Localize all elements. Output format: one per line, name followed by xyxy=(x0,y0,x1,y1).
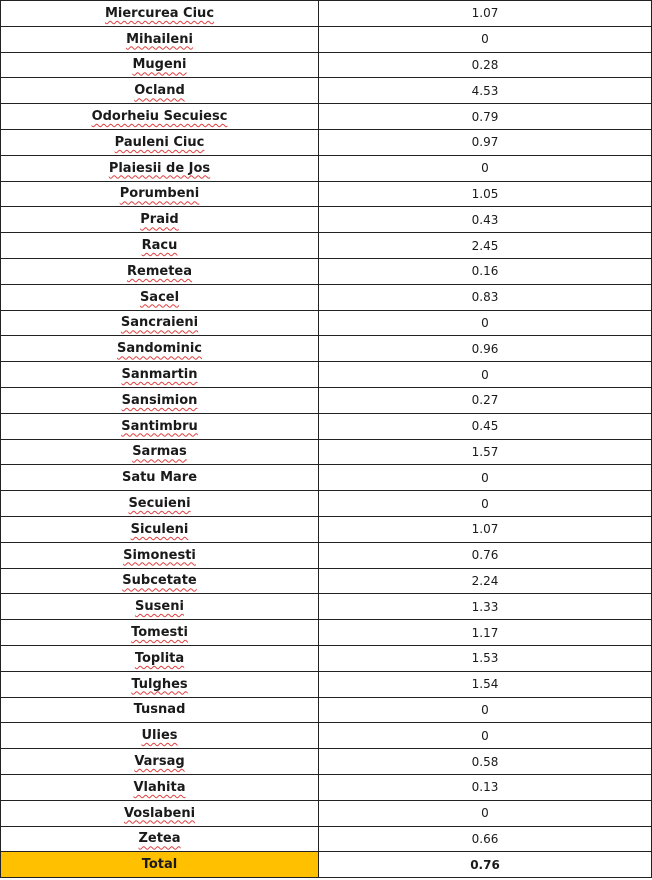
table-row xyxy=(1,465,652,491)
locality-name: Sanmartin xyxy=(121,367,198,383)
table-row xyxy=(1,542,652,568)
value-cell[interactable]: 2.24 xyxy=(319,568,652,594)
locality-name: Sacel xyxy=(139,289,180,305)
locality-name: Miercurea Ciuc xyxy=(104,5,215,21)
table-row xyxy=(1,284,652,310)
value-cell[interactable]: 0.28 xyxy=(319,52,652,78)
value-cell[interactable]: 1.05 xyxy=(319,181,652,207)
value-cell[interactable]: 0.16 xyxy=(319,258,652,284)
value-cell[interactable]: 0.66 xyxy=(319,826,652,852)
table-row xyxy=(1,671,652,697)
locality-name: Zetea xyxy=(138,831,181,847)
value-cell[interactable]: 1.54 xyxy=(319,671,652,697)
locality-name: Toplita xyxy=(134,650,185,666)
locality-cell[interactable] xyxy=(1,542,319,568)
locality-cell[interactable] xyxy=(1,1,319,27)
value-cell[interactable]: 0 xyxy=(319,155,652,181)
table-row xyxy=(1,207,652,233)
locality-name: Sandominic xyxy=(116,341,203,357)
table-row xyxy=(1,800,652,826)
value-cell[interactable]: 0.45 xyxy=(319,413,652,439)
locality-name: Tusnad xyxy=(133,702,186,718)
locality-cell[interactable] xyxy=(1,155,319,181)
locality-cell[interactable] xyxy=(1,310,319,336)
locality-cell[interactable] xyxy=(1,26,319,52)
table-row xyxy=(1,104,652,130)
locality-cell[interactable] xyxy=(1,284,319,310)
locality-name: Tomesti xyxy=(131,625,188,641)
table-row xyxy=(1,594,652,620)
locality-name: Simonesti xyxy=(123,547,196,563)
table-row xyxy=(1,413,652,439)
locality-name: Plaiesii de Jos xyxy=(108,160,211,176)
value-cell[interactable]: 0 xyxy=(319,465,652,491)
locality-cell[interactable] xyxy=(1,774,319,800)
locality-name: Satu Mare xyxy=(121,470,198,486)
locality-cell[interactable] xyxy=(1,78,319,104)
value-cell[interactable]: 1.17 xyxy=(319,620,652,646)
locality-cell[interactable] xyxy=(1,671,319,697)
table-body xyxy=(1,1,652,852)
value-cell[interactable]: 0.83 xyxy=(319,284,652,310)
locality-name: Siculeni xyxy=(130,521,189,537)
value-cell[interactable]: 0.97 xyxy=(319,129,652,155)
value-cell[interactable]: 0.58 xyxy=(319,749,652,775)
value-cell[interactable]: 0 xyxy=(319,310,652,336)
locality-cell[interactable] xyxy=(1,826,319,852)
locality-name: Sansimion xyxy=(121,392,198,408)
table-row xyxy=(1,52,652,78)
total-value[interactable]: 0.76 xyxy=(319,852,652,878)
locality-cell[interactable] xyxy=(1,336,319,362)
table-row xyxy=(1,181,652,207)
table-row xyxy=(1,774,652,800)
locality-name: Voslabeni xyxy=(123,805,196,821)
locality-cell[interactable] xyxy=(1,181,319,207)
table-row xyxy=(1,1,652,27)
table-row xyxy=(1,233,652,259)
table-row xyxy=(1,826,652,852)
locality-name: Varsag xyxy=(134,754,185,769)
locality-name: Mihaileni xyxy=(126,31,193,47)
value-cell[interactable]: 1.07 xyxy=(319,1,652,27)
locality-name: Porumbeni xyxy=(119,186,200,202)
value-cell[interactable]: 0 xyxy=(319,362,652,388)
locality-cell[interactable] xyxy=(1,258,319,284)
table-row xyxy=(1,568,652,594)
locality-name: Vlahita xyxy=(133,779,186,795)
value-cell[interactable]: 0 xyxy=(319,697,652,723)
value-cell[interactable]: 0.13 xyxy=(319,774,652,800)
locality-name: Ulies xyxy=(141,728,178,744)
total-section xyxy=(1,852,652,878)
value-cell[interactable]: 0.27 xyxy=(319,387,652,413)
locality-cell[interactable] xyxy=(1,620,319,646)
locality-cell[interactable] xyxy=(1,723,319,749)
locality-cell[interactable] xyxy=(1,387,319,413)
locality-name: Sancraieni xyxy=(120,315,199,331)
locality-cell[interactable] xyxy=(1,52,319,78)
locality-cell[interactable] xyxy=(1,362,319,388)
locality-cell[interactable] xyxy=(1,465,319,491)
locality-name: Odorheiu Secuiesc xyxy=(91,109,228,125)
locality-cell[interactable] xyxy=(1,594,319,620)
locality-cell[interactable] xyxy=(1,697,319,723)
value-cell[interactable]: 0.96 xyxy=(319,336,652,362)
locality-cell[interactable] xyxy=(1,516,319,542)
locality-cell[interactable] xyxy=(1,233,319,259)
table-row xyxy=(1,155,652,181)
table-row xyxy=(1,749,652,775)
value-cell[interactable]: 1.53 xyxy=(319,645,652,671)
total-row xyxy=(1,852,652,878)
value-cell[interactable]: 1.57 xyxy=(319,439,652,465)
value-cell[interactable]: 0.43 xyxy=(319,207,652,233)
value-cell[interactable]: 0 xyxy=(319,491,652,517)
value-cell[interactable]: 1.07 xyxy=(319,516,652,542)
table-row xyxy=(1,620,652,646)
locality-name: Santimbru xyxy=(121,418,198,434)
table-row xyxy=(1,336,652,362)
locality-cell[interactable] xyxy=(1,800,319,826)
table-row xyxy=(1,387,652,413)
table-row xyxy=(1,258,652,284)
locality-cell[interactable] xyxy=(1,749,319,775)
locality-name: Pauleni Ciuc xyxy=(114,134,205,150)
table-row xyxy=(1,310,652,336)
locality-name: Sarmas xyxy=(132,444,187,460)
table-row xyxy=(1,439,652,465)
value-cell[interactable]: 1.33 xyxy=(319,594,652,620)
table-row xyxy=(1,697,652,723)
table-row xyxy=(1,723,652,749)
locality-cell[interactable] xyxy=(1,645,319,671)
table-row xyxy=(1,26,652,52)
locality-cell[interactable] xyxy=(1,207,319,233)
locality-cell[interactable] xyxy=(1,413,319,439)
locality-cell[interactable] xyxy=(1,439,319,465)
value-cell[interactable]: 0 xyxy=(319,723,652,749)
total-label[interactable]: Total xyxy=(1,852,319,878)
locality-name: Remetea xyxy=(127,263,192,279)
locality-name: Secuieni xyxy=(128,496,191,512)
locality-cell[interactable] xyxy=(1,129,319,155)
locality-name: Ocland xyxy=(134,83,185,99)
table-row xyxy=(1,362,652,388)
locality-name: Praid xyxy=(140,212,179,228)
table-row xyxy=(1,491,652,517)
table-row xyxy=(1,129,652,155)
table-row xyxy=(1,645,652,671)
value-cell[interactable]: 4.53 xyxy=(319,78,652,104)
locality-cell[interactable] xyxy=(1,568,319,594)
value-cell[interactable]: 0.76 xyxy=(319,542,652,568)
value-cell[interactable]: 0.79 xyxy=(319,104,652,130)
value-cell[interactable]: 0 xyxy=(319,26,652,52)
value-cell[interactable]: 2.45 xyxy=(319,233,652,259)
value-cell[interactable]: 0 xyxy=(319,800,652,826)
locality-name: Subcetate xyxy=(122,573,197,589)
locality-name: Suseni xyxy=(135,599,184,615)
locality-name: Tulghes xyxy=(131,676,188,692)
locality-cell[interactable] xyxy=(1,104,319,130)
locality-cell[interactable] xyxy=(1,491,319,517)
locality-name: Racu xyxy=(141,238,178,254)
table-row xyxy=(1,516,652,542)
locality-name: Mugeni xyxy=(132,57,187,73)
table-row xyxy=(1,78,652,104)
